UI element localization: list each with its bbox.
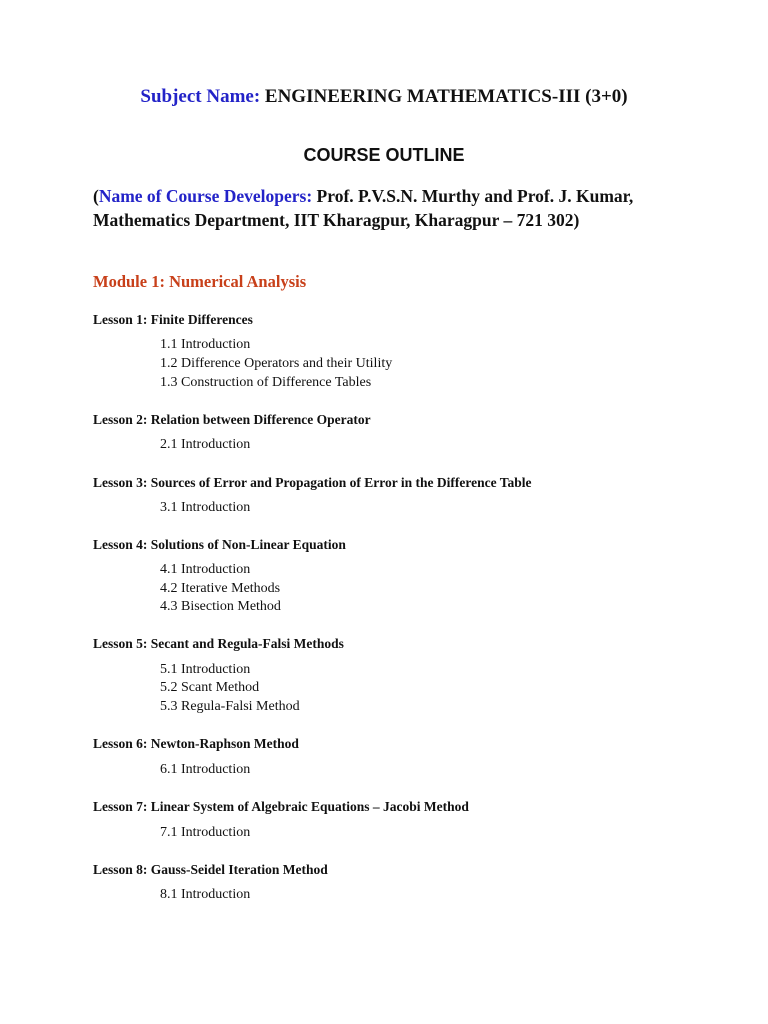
lesson-topic: 4.2 Iterative Methods: [160, 581, 281, 596]
subject-heading: [0, 86, 768, 108]
subject-label: Subject Name:: [140, 86, 261, 107]
developers-line-2: Mathematics Department, IIT Kharagpur, Kharagpur – 721 302): [93, 210, 580, 230]
lesson-topic: 2.1 Introduction: [160, 437, 251, 452]
course-outline-title: COURSE OUTLINE: [303, 145, 465, 165]
developers-open-paren: (: [93, 186, 99, 206]
lesson-title: Lesson 8: Gauss-Seidel Iteration Method: [93, 862, 328, 877]
course-developers: [93, 184, 693, 232]
developers-label: Name of Course Developers:: [98, 186, 313, 206]
developers-line-1: Prof. P.V.S.N. Murthy and Prof. J. Kumar,: [316, 186, 634, 206]
lesson-title: Lesson 3: Sources of Error and Propagation of Error in the Difference Table: [93, 475, 532, 490]
lesson-title: Lesson 7: Linear System of Algebraic Equations – Jacobi Method: [93, 799, 469, 814]
lesson-topic: 8.1 Introduction: [160, 887, 251, 902]
lesson-topic: 1.1 Introduction: [160, 337, 251, 352]
lesson-topic: 5.2 Scant Method: [160, 680, 260, 695]
lesson-topic: 6.1 Introduction: [160, 762, 251, 777]
subject-value: ENGINEERING MATHEMATICS-III (3+0): [264, 86, 628, 107]
lesson-topic: 4.1 Introduction: [160, 562, 251, 577]
lesson-topic: 5.1 Introduction: [160, 662, 251, 677]
module-title: Module 1: Numerical Analysis: [93, 272, 307, 291]
lesson-topic: 3.1 Introduction: [160, 500, 251, 515]
lesson-topic: 4.3 Bisection Method: [160, 599, 281, 614]
lesson-topic: 1.2 Difference Operators and their Utility: [160, 356, 393, 371]
lesson-title: Lesson 5: Secant and Regula-Falsi Methods: [93, 636, 344, 651]
lesson-topic: 7.1 Introduction: [160, 825, 251, 840]
lesson-topic: 1.3 Construction of Difference Tables: [160, 375, 372, 390]
lesson-topic: 5.3 Regula-Falsi Method: [160, 699, 300, 714]
lesson-title: Lesson 2: Relation between Difference Operator: [93, 412, 371, 427]
lesson-title: Lesson 4: Solutions of Non-Linear Equation: [93, 537, 346, 552]
lesson-title: Lesson 6: Newton-Raphson Method: [93, 736, 299, 751]
lesson-title: Lesson 1: Finite Differences: [93, 312, 253, 327]
